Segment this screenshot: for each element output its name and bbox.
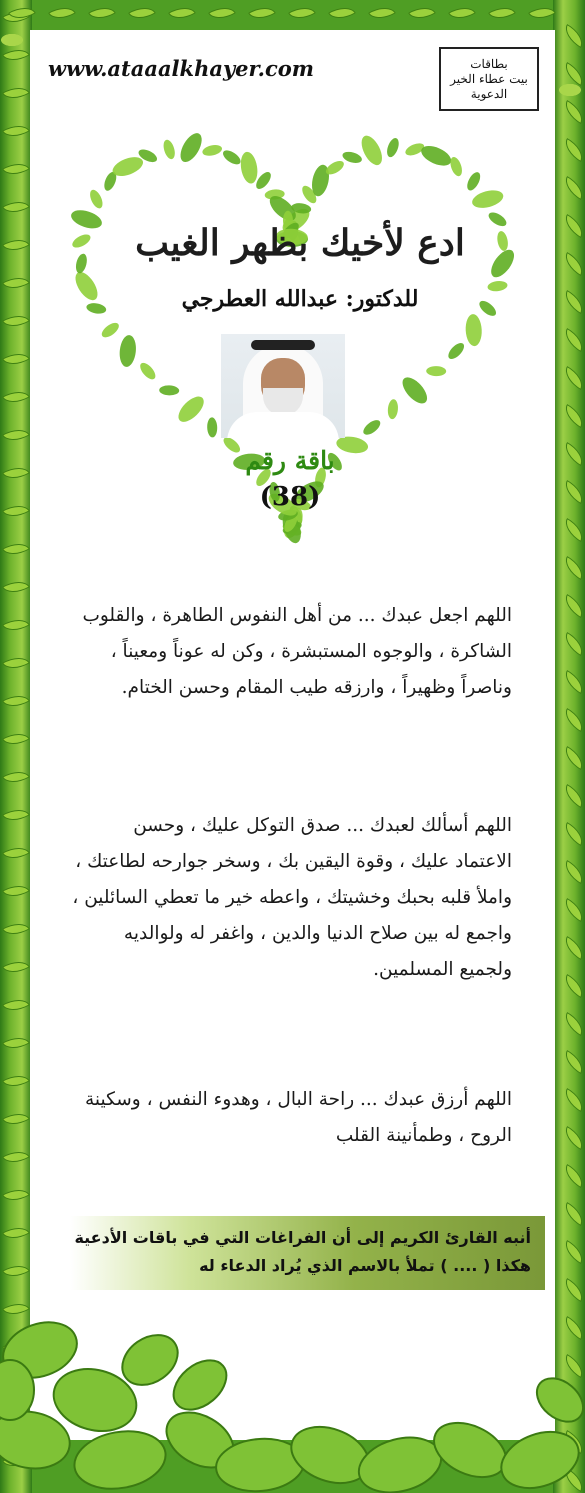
page-title: ادع لأخيك بظهر الغيب — [135, 222, 465, 264]
heart-leaf — [159, 385, 179, 396]
heart-leaf — [387, 399, 399, 420]
foliage-leaf — [70, 1424, 170, 1493]
heart-leaf — [174, 392, 208, 426]
heart-leaf — [70, 232, 92, 250]
foliage-leaf — [529, 1369, 585, 1430]
heart-leaf — [118, 334, 137, 367]
packet-number: (38) — [259, 482, 321, 512]
heart-leaf — [470, 187, 505, 211]
author-photo — [221, 334, 345, 438]
heart-leaf — [239, 151, 260, 185]
heart-leaf — [176, 130, 206, 166]
heart-leaf — [71, 268, 102, 304]
heart-leaf — [465, 170, 483, 192]
heart-leaf — [86, 302, 107, 315]
heart-leaf — [207, 417, 218, 437]
heart-leaf — [426, 366, 446, 376]
heart-leaf — [201, 143, 223, 157]
heart-leaf — [487, 280, 508, 292]
website-url: www.ataaalkhayer.com — [48, 56, 314, 81]
heart-leaf — [221, 148, 243, 167]
packet-label: باقة رقم — [245, 446, 335, 475]
foliage-leaf — [494, 1422, 585, 1493]
heart-leaf — [465, 314, 483, 347]
prayer-paragraph-2: اللهم أسألك لعبدك ... صدق التوكل عليك ، وحسن الاعتماد عليك ، وقوة اليقين بك ، وسخر جوارحه لطاعتك ، واملأ قلبه بحبك وخشيتك ، واعطه خير ما تعطي السائلين ، واجمع له بين صلاح الدنيا والدين ، واغفر له ولوالديه ولجميع المسلمين. — [72, 815, 512, 980]
heart-leaf — [137, 360, 158, 382]
prayer-paragraph-1: اللهم اجعل عبدك ... من أهل النفوس الطاهرة ، والقلوب الشاكرة ، والوجوه المستبشرة ، وكن له عوناً ومعيناً ، وناصراً وظهيراً ، وارزقه طيب المقام وحسن الختام. — [82, 605, 512, 698]
heart-leaf — [99, 320, 121, 340]
heart-leaf — [88, 188, 106, 210]
note-line-1: أنبه القارئ الكريم إلى أن الفراغات التي في باقات الأدعية — [74, 1228, 531, 1247]
heart-leaf — [398, 373, 431, 407]
heart-leaf — [477, 298, 499, 319]
foliage-leaf — [425, 1412, 514, 1488]
publisher-stamp — [439, 47, 539, 111]
heart-leaf — [341, 150, 363, 165]
bottom-foliage — [0, 1290, 585, 1493]
heart-leaf — [385, 136, 401, 158]
prayer-paragraph-3: اللهم أرزق عبدك ... راحة البال ، وهدوء النفس ، وسكينة الروح ، وطمأنينة القلب — [84, 1089, 512, 1146]
note-line-2: هكذا ( .... ) تملأ بالاسم الذي يُراد الدعاء له — [199, 1256, 531, 1275]
stamp-line-3: الدعوية — [470, 86, 508, 101]
stamp-line-1: بطاقات — [470, 56, 508, 71]
foliage-leaf — [353, 1429, 448, 1493]
heart-leaf — [69, 207, 104, 232]
heart-leaf — [161, 138, 176, 160]
heart-leaf — [74, 253, 89, 275]
stamp-line-2: بيت عطاء الخير — [450, 71, 528, 86]
author-name: للدكتور: عبدالله العطرجي — [181, 286, 419, 312]
heart-leaf — [446, 340, 467, 361]
heart-leaf — [361, 417, 383, 437]
reader-note-banner — [70, 1216, 545, 1290]
heart-leaf — [357, 133, 386, 169]
